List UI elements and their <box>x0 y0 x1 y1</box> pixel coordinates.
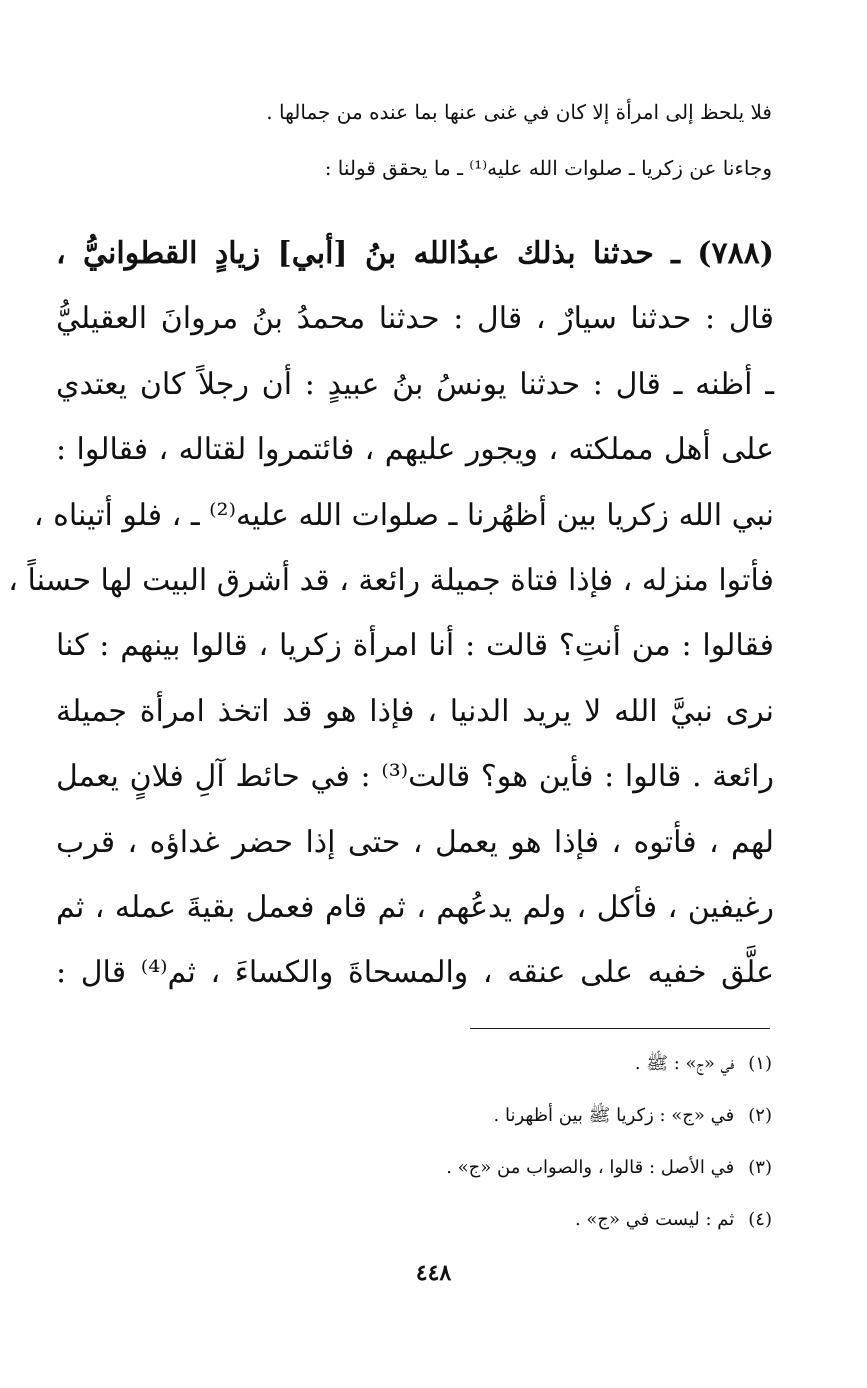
hadith-line: علَّق خفيه على عنقه ، والمسحاةَ والكساءَ ، ثم⁽⁴⁾ قال : <box>56 955 775 991</box>
hadith-line: لهم ، فأتوه ، فإذا هو يعمل ، حتى إذا حضر غداؤه ، قرب <box>56 824 774 860</box>
footnote-number: (٣) <box>748 1157 772 1178</box>
hadith-line: (٧٨٨) ـ حدثنا بذلك عبدُالله بنُ [أبي] زيادٍ القطوانيُّ ، <box>56 236 774 271</box>
footnote-number: (٢) <box>748 1105 772 1126</box>
hadith-line: قال : حدثنا سيارٌ ، قال : حدثنا محمدُ بنُ مروانَ العقيليُّ <box>56 301 774 337</box>
intro-line-1: فلا يلحظ إلى امرأة إلا كان في غنى عنها بما عنده من جمالها . <box>266 100 772 124</box>
footnote-item <box>200 1100 772 1152</box>
hadith-line: رائعة . قالوا : فأين هو؟ قالت⁽³⁾ : في حائط آلِ فلانٍ يعمل <box>56 759 774 795</box>
hadith-line: نبي الله زكريا بين أظهُرنا ـ صلوات الله عليه⁽²⁾ ـ ، فلو أتيناه ، <box>33 497 774 533</box>
hadith-line: فأتوا منزله ، فإذا فتاة جميلة رائعة ، قد أشرق البيت لها حسناً ، <box>8 562 774 598</box>
intro-line-2: وجاءنا عن زكريا ـ صلوات الله عليه⁽¹⁾ ـ ما يحقق قولنا : <box>324 156 772 180</box>
page-number: ٤٤٨ <box>415 1260 452 1286</box>
footnote-text: ثم : ليست في «ج» . <box>574 1209 735 1230</box>
footnote-item <box>200 1048 772 1100</box>
footnote-item <box>200 1204 772 1256</box>
footnote-text: في «ج» : ﷺ . <box>634 1053 735 1074</box>
hadith-line: على أهل مملكته ، ويجور عليهم ، فائتمروا لقتاله ، فقالوا : <box>56 432 774 468</box>
hadith-text-block <box>8 228 775 1013</box>
footnote-text: في «ج» : زكريا ﷺ بين أظهرنا . <box>493 1105 735 1126</box>
footnote-item <box>200 1152 772 1204</box>
hadith-line: فقالوا : من أنتِ؟ قالت : أنا امرأة زكريا ، قالوا بينهم : كنا <box>56 628 775 664</box>
footnotes <box>200 1048 772 1256</box>
hadith-line: رغيفين ، فأكل ، ولم يدعُهم ، ثم قام فعمل بقيةَ عمله ، ثم <box>56 889 774 925</box>
footnote-number: (٤) <box>748 1209 772 1230</box>
footnote-text: في الأصل : قالوا ، والصواب من «ج» . <box>446 1157 735 1178</box>
hadith-line: نرى نبيَّ الله لا يريد الدنيا ، فإذا هو قد اتخذ امرأة جميلة <box>56 693 774 729</box>
hadith-line: ـ أظنه ـ قال : حدثنا يونسُ بنُ عبيدٍ : أن رجلاً كان يعتدي <box>56 366 774 402</box>
footnote-divider <box>470 1028 770 1029</box>
footnote-number: (١) <box>748 1053 772 1074</box>
